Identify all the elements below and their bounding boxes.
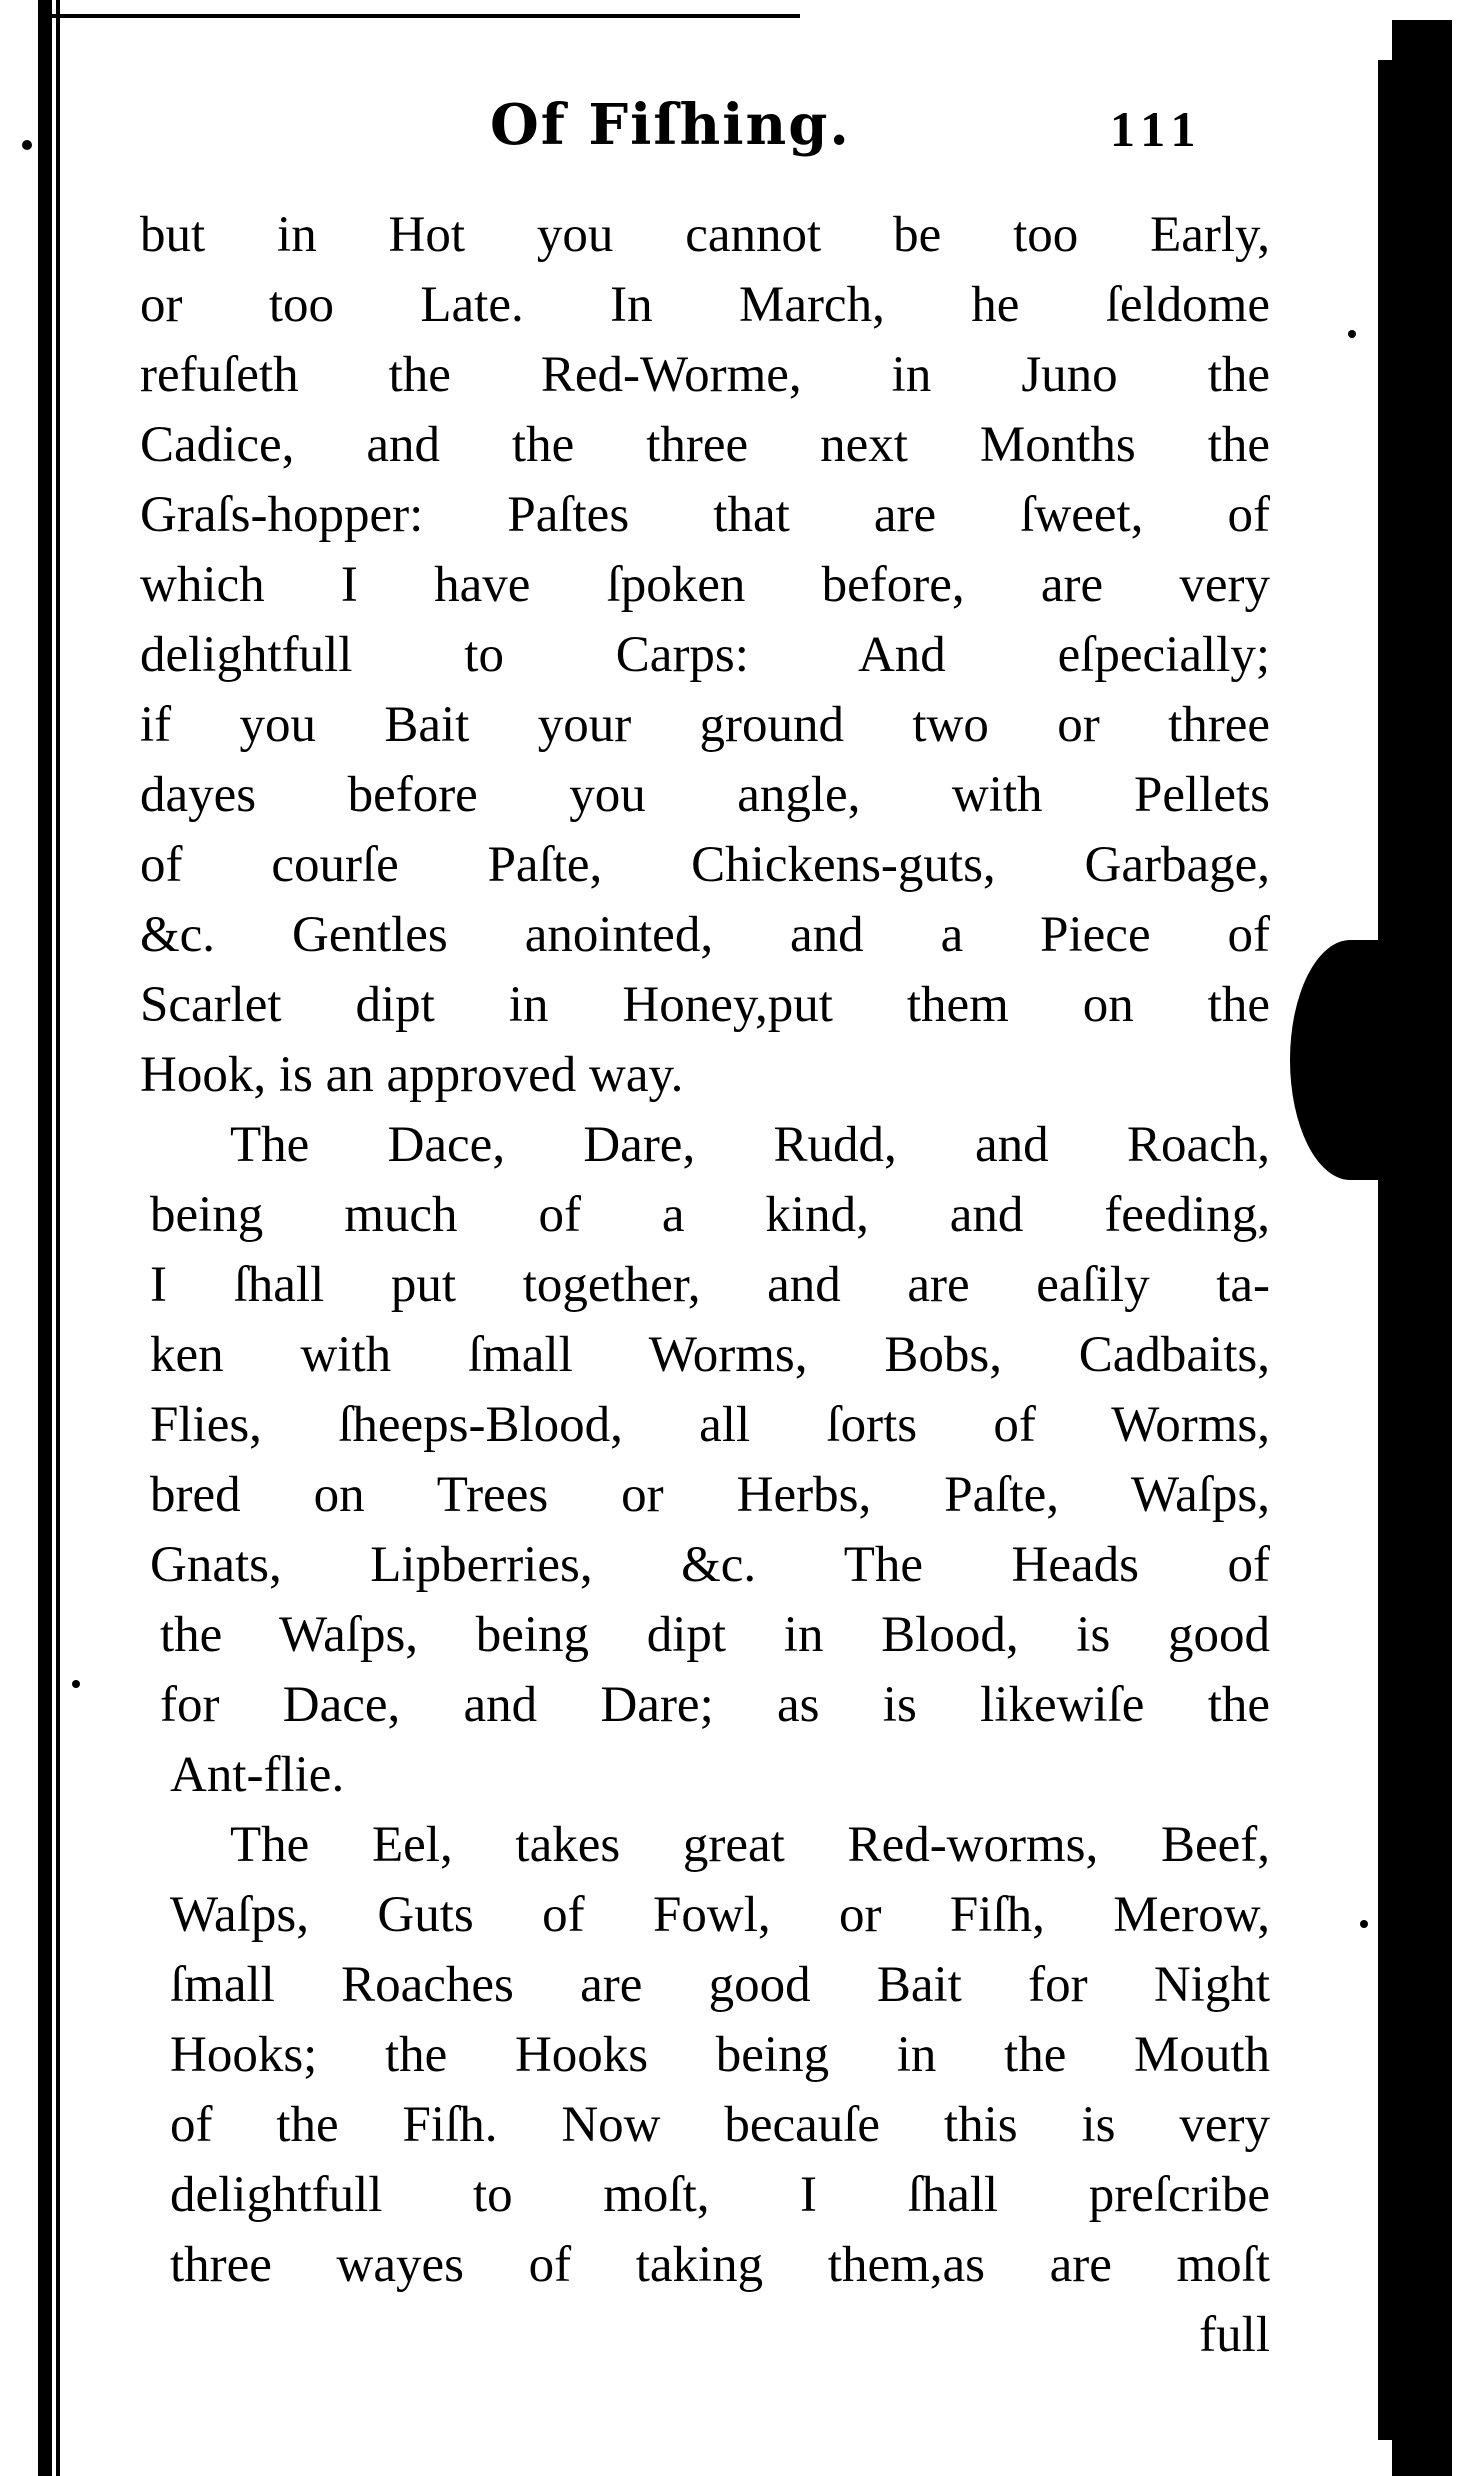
fore-edge [1392, 20, 1452, 2476]
text-line: Flies, ſheeps-Blood, all ſorts of Worms, [150, 1397, 1270, 1453]
text-line: for Dace, and Dare; as is likewiſe the [160, 1677, 1270, 1733]
text-line: Waſps, Guts of Fowl, or Fiſh, Merow, [170, 1887, 1270, 1943]
ink-speck [1348, 330, 1356, 338]
text-line: Ant-flie. [170, 1747, 345, 1803]
ink-blot [1290, 940, 1400, 1180]
ink-speck [72, 1680, 80, 1688]
text-line: dayes before you angle, with Pellets [140, 767, 1270, 823]
text-line: or too Late. In March, he ſeldome [140, 277, 1270, 333]
body-text [140, 200, 1270, 2370]
text-line: The Eel, takes great Red-worms, Beef, [230, 1817, 1270, 1873]
text-line: bred on Trees or Herbs, Paſte, Waſps, [150, 1467, 1270, 1523]
page-number: 111 [1110, 101, 1204, 157]
text-line: of the Fiſh. Now becauſe this is very [170, 2097, 1270, 2153]
text-line: delightfull to Carps: And eſpecially; [140, 627, 1270, 683]
binding-edge-line [56, 0, 60, 2476]
text-line: Cadice, and the three next Months the [140, 417, 1270, 473]
text-line: ſmall Roaches are good Bait for Night [170, 1957, 1270, 2013]
ink-speck [1360, 1920, 1368, 1928]
running-head: Of Fiſhing. [490, 92, 851, 158]
text-line: three wayes of taking them,as are moſt [170, 2237, 1270, 2293]
fore-edge-inner [1378, 60, 1394, 2440]
text-line: Hook, is an approved way. [140, 1047, 684, 1103]
text-line: delightfull to moſt, I ſhall preſcribe [170, 2167, 1270, 2223]
text-line: The Dace, Dare, Rudd, and Roach, [230, 1117, 1270, 1173]
text-line: if you Bait your ground two or three [140, 697, 1270, 753]
text-line: but in Hot you cannot be too Early, [140, 207, 1270, 263]
text-line: which I have ſpoken before, are very [140, 557, 1270, 613]
text-line: I ſhall put together, and are eaſily ta- [150, 1257, 1270, 1313]
text-line: the Waſps, being dipt in Blood, is good [160, 1607, 1270, 1663]
catchword: full [1199, 2307, 1270, 2363]
text-line: ken with ſmall Worms, Bobs, Cadbaits, [150, 1327, 1270, 1383]
text-line: of courſe Paſte, Chickens-guts, Garbage, [140, 837, 1270, 893]
text-line: Graſs-hopper: Paſtes that are ſweet, of [140, 487, 1270, 543]
top-edge-line [40, 14, 800, 18]
page-header [0, 92, 1483, 182]
binding-edge [38, 0, 52, 2476]
text-line: Scarlet dipt in Honey,put them on the [140, 977, 1270, 1033]
text-line: being much of a kind, and feeding, [150, 1187, 1270, 1243]
text-line: Gnats, Lipberries, &c. The Heads of [150, 1537, 1270, 1593]
text-line: Hooks; the Hooks being in the Mouth [170, 2027, 1270, 2083]
text-line: refuſeth the Red-Worme, in Juno the [140, 347, 1270, 403]
text-line: &c. Gentles anointed, and a Piece of [140, 907, 1270, 963]
